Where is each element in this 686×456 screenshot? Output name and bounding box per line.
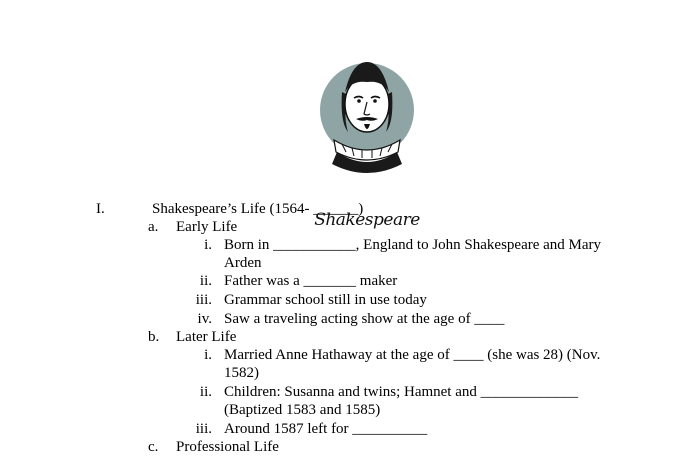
- item-marker: ii.: [199, 273, 212, 289]
- list-item-line: 1582): [224, 365, 259, 381]
- subsection-heading-later-life: Later Life: [176, 329, 237, 345]
- subsection-marker: c.: [148, 439, 159, 455]
- subsection-marker: b.: [148, 329, 160, 345]
- subsection-heading-early-life: Early Life: [176, 219, 238, 235]
- item-marker: ii.: [199, 384, 212, 400]
- list-item-line: Saw a traveling acting show at the age of ____: [224, 311, 505, 327]
- item-marker: i.: [204, 237, 212, 253]
- list-item-line: Children: Susanna and twins; Hamnet and _____________: [224, 384, 579, 400]
- subsection-heading-professional-life: Professional Life: [176, 439, 279, 455]
- item-marker: i.: [204, 347, 212, 363]
- item-marker: iv.: [197, 311, 212, 327]
- list-item-line: Father was a _______ maker: [224, 273, 398, 289]
- shakespeare-logo: [312, 52, 422, 230]
- item-marker: iii.: [195, 292, 212, 308]
- list-item-line: (Baptized 1583 and 1585): [224, 402, 381, 418]
- shakespeare-portrait-icon: [312, 52, 422, 182]
- subsection-marker: a.: [148, 219, 159, 235]
- list-item-line: Around 1587 left for __________: [224, 421, 428, 437]
- section-title: Shakespeare’s Life (1564- ______): [152, 201, 364, 217]
- logo-caption: Shakespeare: [314, 210, 420, 230]
- roman-numeral: I.: [96, 201, 105, 217]
- list-item-line: Grammar school still in use today: [224, 292, 427, 308]
- list-item-line: Married Anne Hathaway at the age of ____ (she was 28) (Nov.: [224, 347, 601, 363]
- item-marker: iii.: [195, 421, 212, 437]
- list-item-line: Arden: [224, 255, 262, 271]
- list-item-line: Born in ___________, England to John Shakespeare and Mary: [224, 237, 602, 253]
